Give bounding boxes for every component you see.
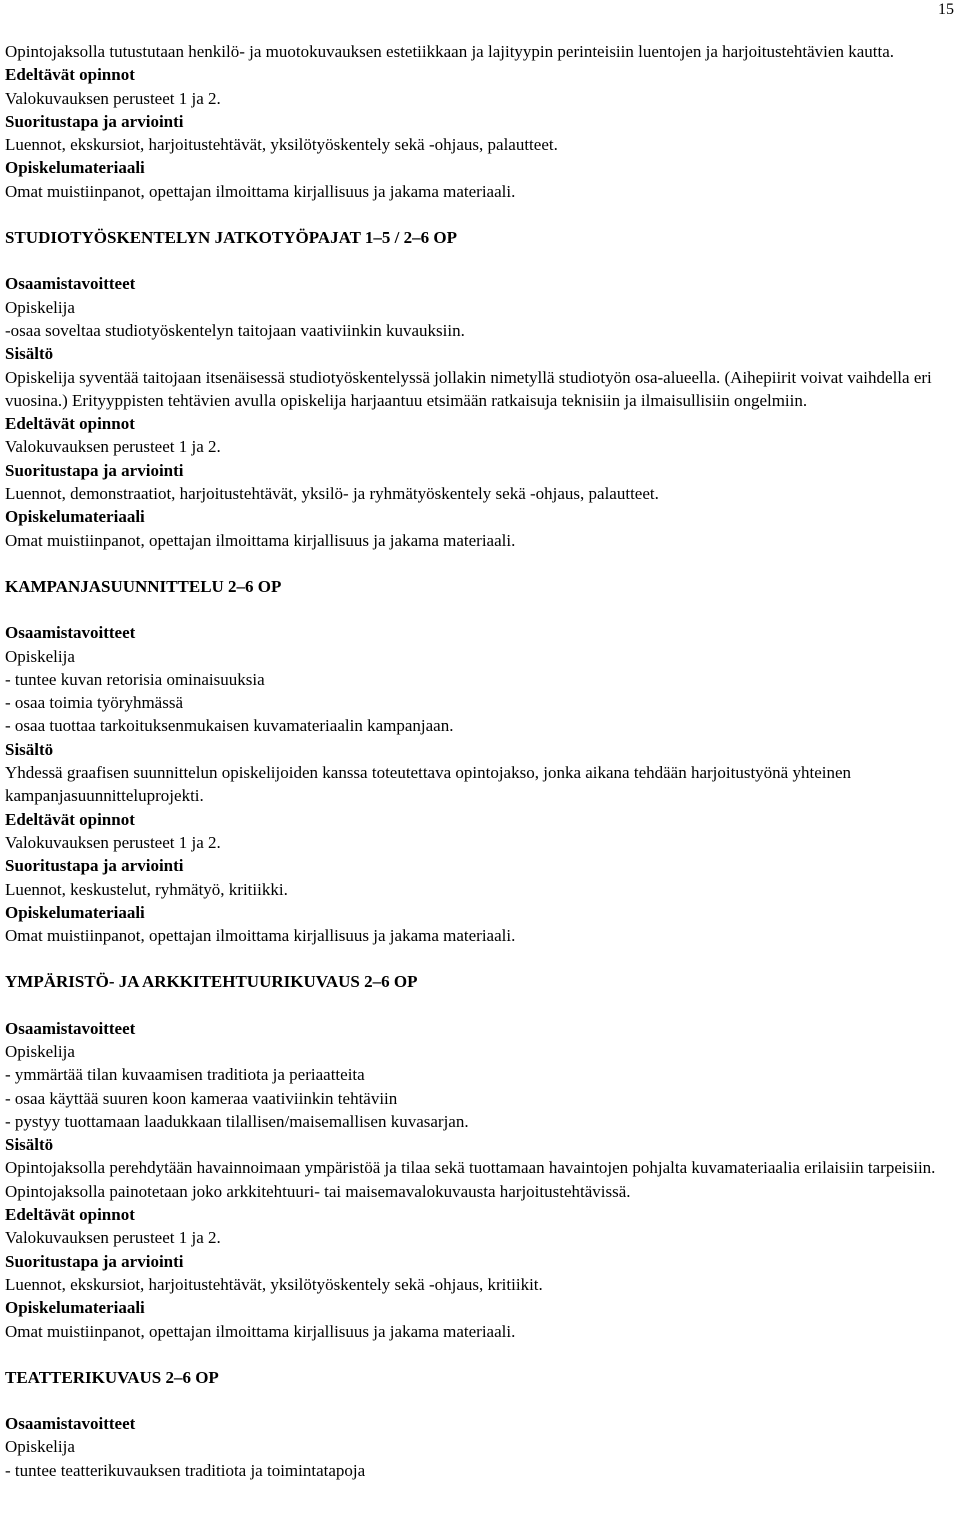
prereq-text: Valokuvauksen perusteet 1 ja 2. — [5, 1228, 221, 1248]
student-label: Opiskelija — [5, 297, 75, 317]
material-text: Omat muistiinpanot, opettajan ilmoittama kirjallisuus ja jakama materiaali. — [5, 530, 516, 550]
material-heading: Opiskelumateriaali — [5, 507, 145, 527]
outcome-item: - osaa käyttää suuren koon kameraa vaativiinkin tehtäviin — [5, 1088, 398, 1108]
outcomes-heading: Osaamistavoitteet — [5, 1018, 136, 1038]
course-section — [5, 226, 945, 552]
material-text: Omat muistiinpanot, opettajan ilmoittama kirjallisuus ja jakama materiaali. — [5, 181, 516, 201]
outcome-item: - pystyy tuottamaan laadukkaan tilallisen/maisemallisen kuvasarjan. — [5, 1111, 469, 1131]
intro-section — [5, 40, 945, 203]
course-title: STUDIOTYÖSKENTELYN JATKOTYÖPAJAT 1–5 / 2–6 OP — [5, 228, 457, 248]
student-label: Opiskelija — [5, 1437, 75, 1457]
content-text: Opintojaksolla perehdytään havainnoimaan ympäristöä ja tilaa sekä tuottamaan havaintojen pohjalta kuvamateriaalia erilaisiin tarpeisiin. Opintojaksolla painotetaan joko arkkitehtuuri- tai maisemavalokuvausta harjoitustehtävissä. — [5, 1158, 936, 1201]
outcome-item: - osaa toimia työryhmässä — [5, 693, 183, 713]
method-heading: Suoritustapa ja arviointi — [5, 1251, 184, 1271]
method-text: Luennot, ekskursiot, harjoitustehtävät, yksilötyöskentely sekä -ohjaus, kritiikit. — [5, 1274, 543, 1294]
document-body — [5, 40, 945, 1505]
prereq-text: Valokuvauksen perusteet 1 ja 2. — [5, 437, 221, 457]
content-text: Opiskelija syventää taitojaan itsenäisessä studiotyöskentelyssä jollakin nimetyllä studiotyön osa-alueella. (Aihepiirit voivat vaihdella eri vuosina.) Erityyppisten tehtävien avulla opiskelija harjaantuu etsimään ratkaisuja teknisiin ja ilmaisullisiin ongelmiin. — [5, 367, 932, 410]
content-heading: Sisältö — [5, 739, 54, 759]
material-heading: Opiskelumateriaali — [5, 1298, 145, 1318]
content-heading: Sisältö — [5, 1135, 54, 1155]
outcome-item: - tuntee teatterikuvauksen traditiota ja toimintatapoja — [5, 1460, 366, 1480]
content-text: Yhdessä graafisen suunnittelun opiskelijoiden kanssa toteutettava opintojakso, jonka aikana tehdään harjoitustyönä yhteinen kampanjasuunnitteluprojekti. — [5, 763, 852, 806]
page-number: 15 — [938, 1, 954, 18]
course-title: TEATTERIKUVAUS 2–6 OP — [5, 1367, 219, 1387]
prereq-heading: Edeltävät opinnot — [5, 414, 135, 434]
course-section — [5, 575, 945, 947]
student-label: Opiskelija — [5, 1041, 75, 1061]
course-title: KAMPANJASUUNNITTELU 2–6 OP — [5, 576, 282, 596]
outcomes-heading: Osaamistavoitteet — [5, 274, 136, 294]
prereq-text: Valokuvauksen perusteet 1 ja 2. — [5, 88, 221, 108]
method-text: Luennot, ekskursiot, harjoitustehtävät, yksilötyöskentely sekä -ohjaus, palautteet. — [5, 135, 558, 155]
course-section — [5, 970, 945, 1342]
outcome-item: -osaa soveltaa studiotyöskentelyn taitojaan vaativiinkin kuvauksiin. — [5, 320, 465, 340]
prereq-text: Valokuvauksen perusteet 1 ja 2. — [5, 832, 221, 852]
material-heading: Opiskelumateriaali — [5, 902, 145, 922]
material-heading: Opiskelumateriaali — [5, 158, 145, 178]
intro-description: Opintojaksolla tutustutaan henkilö- ja muotokuvauksen estetiikkaan ja lajityypin perinteisiin luentojen ja harjoitustehtävien kautta. — [5, 42, 894, 61]
course-section — [5, 1366, 945, 1482]
outcomes-heading: Osaamistavoitteet — [5, 1414, 136, 1434]
prereq-heading: Edeltävät opinnot — [5, 809, 135, 829]
prereq-heading: Edeltävät opinnot — [5, 65, 135, 85]
outcomes-heading: Osaamistavoitteet — [5, 623, 136, 643]
student-label: Opiskelija — [5, 646, 75, 666]
outcome-item: - ymmärtää tilan kuvaamisen traditiota ja periaatteita — [5, 1065, 365, 1085]
outcome-item: - tuntee kuvan retorisia ominaisuuksia — [5, 669, 265, 689]
method-text: Luennot, keskustelut, ryhmätyö, kritiikki. — [5, 879, 288, 899]
course-title: YMPÄRISTÖ- JA ARKKITEHTUURIKUVAUS 2–6 OP — [5, 972, 418, 992]
method-heading: Suoritustapa ja arviointi — [5, 111, 184, 131]
content-heading: Sisältö — [5, 344, 54, 364]
material-text: Omat muistiinpanot, opettajan ilmoittama kirjallisuus ja jakama materiaali. — [5, 1321, 516, 1341]
outcome-item: - osaa tuottaa tarkoituksenmukaisen kuvamateriaalin kampanjaan. — [5, 716, 454, 736]
method-heading: Suoritustapa ja arviointi — [5, 856, 184, 876]
method-heading: Suoritustapa ja arviointi — [5, 460, 184, 480]
material-text: Omat muistiinpanot, opettajan ilmoittama kirjallisuus ja jakama materiaali. — [5, 926, 516, 946]
method-text: Luennot, demonstraatiot, harjoitustehtävät, yksilö- ja ryhmätyöskentely sekä -ohjaus, palautteet. — [5, 484, 659, 504]
prereq-heading: Edeltävät opinnot — [5, 1205, 135, 1225]
